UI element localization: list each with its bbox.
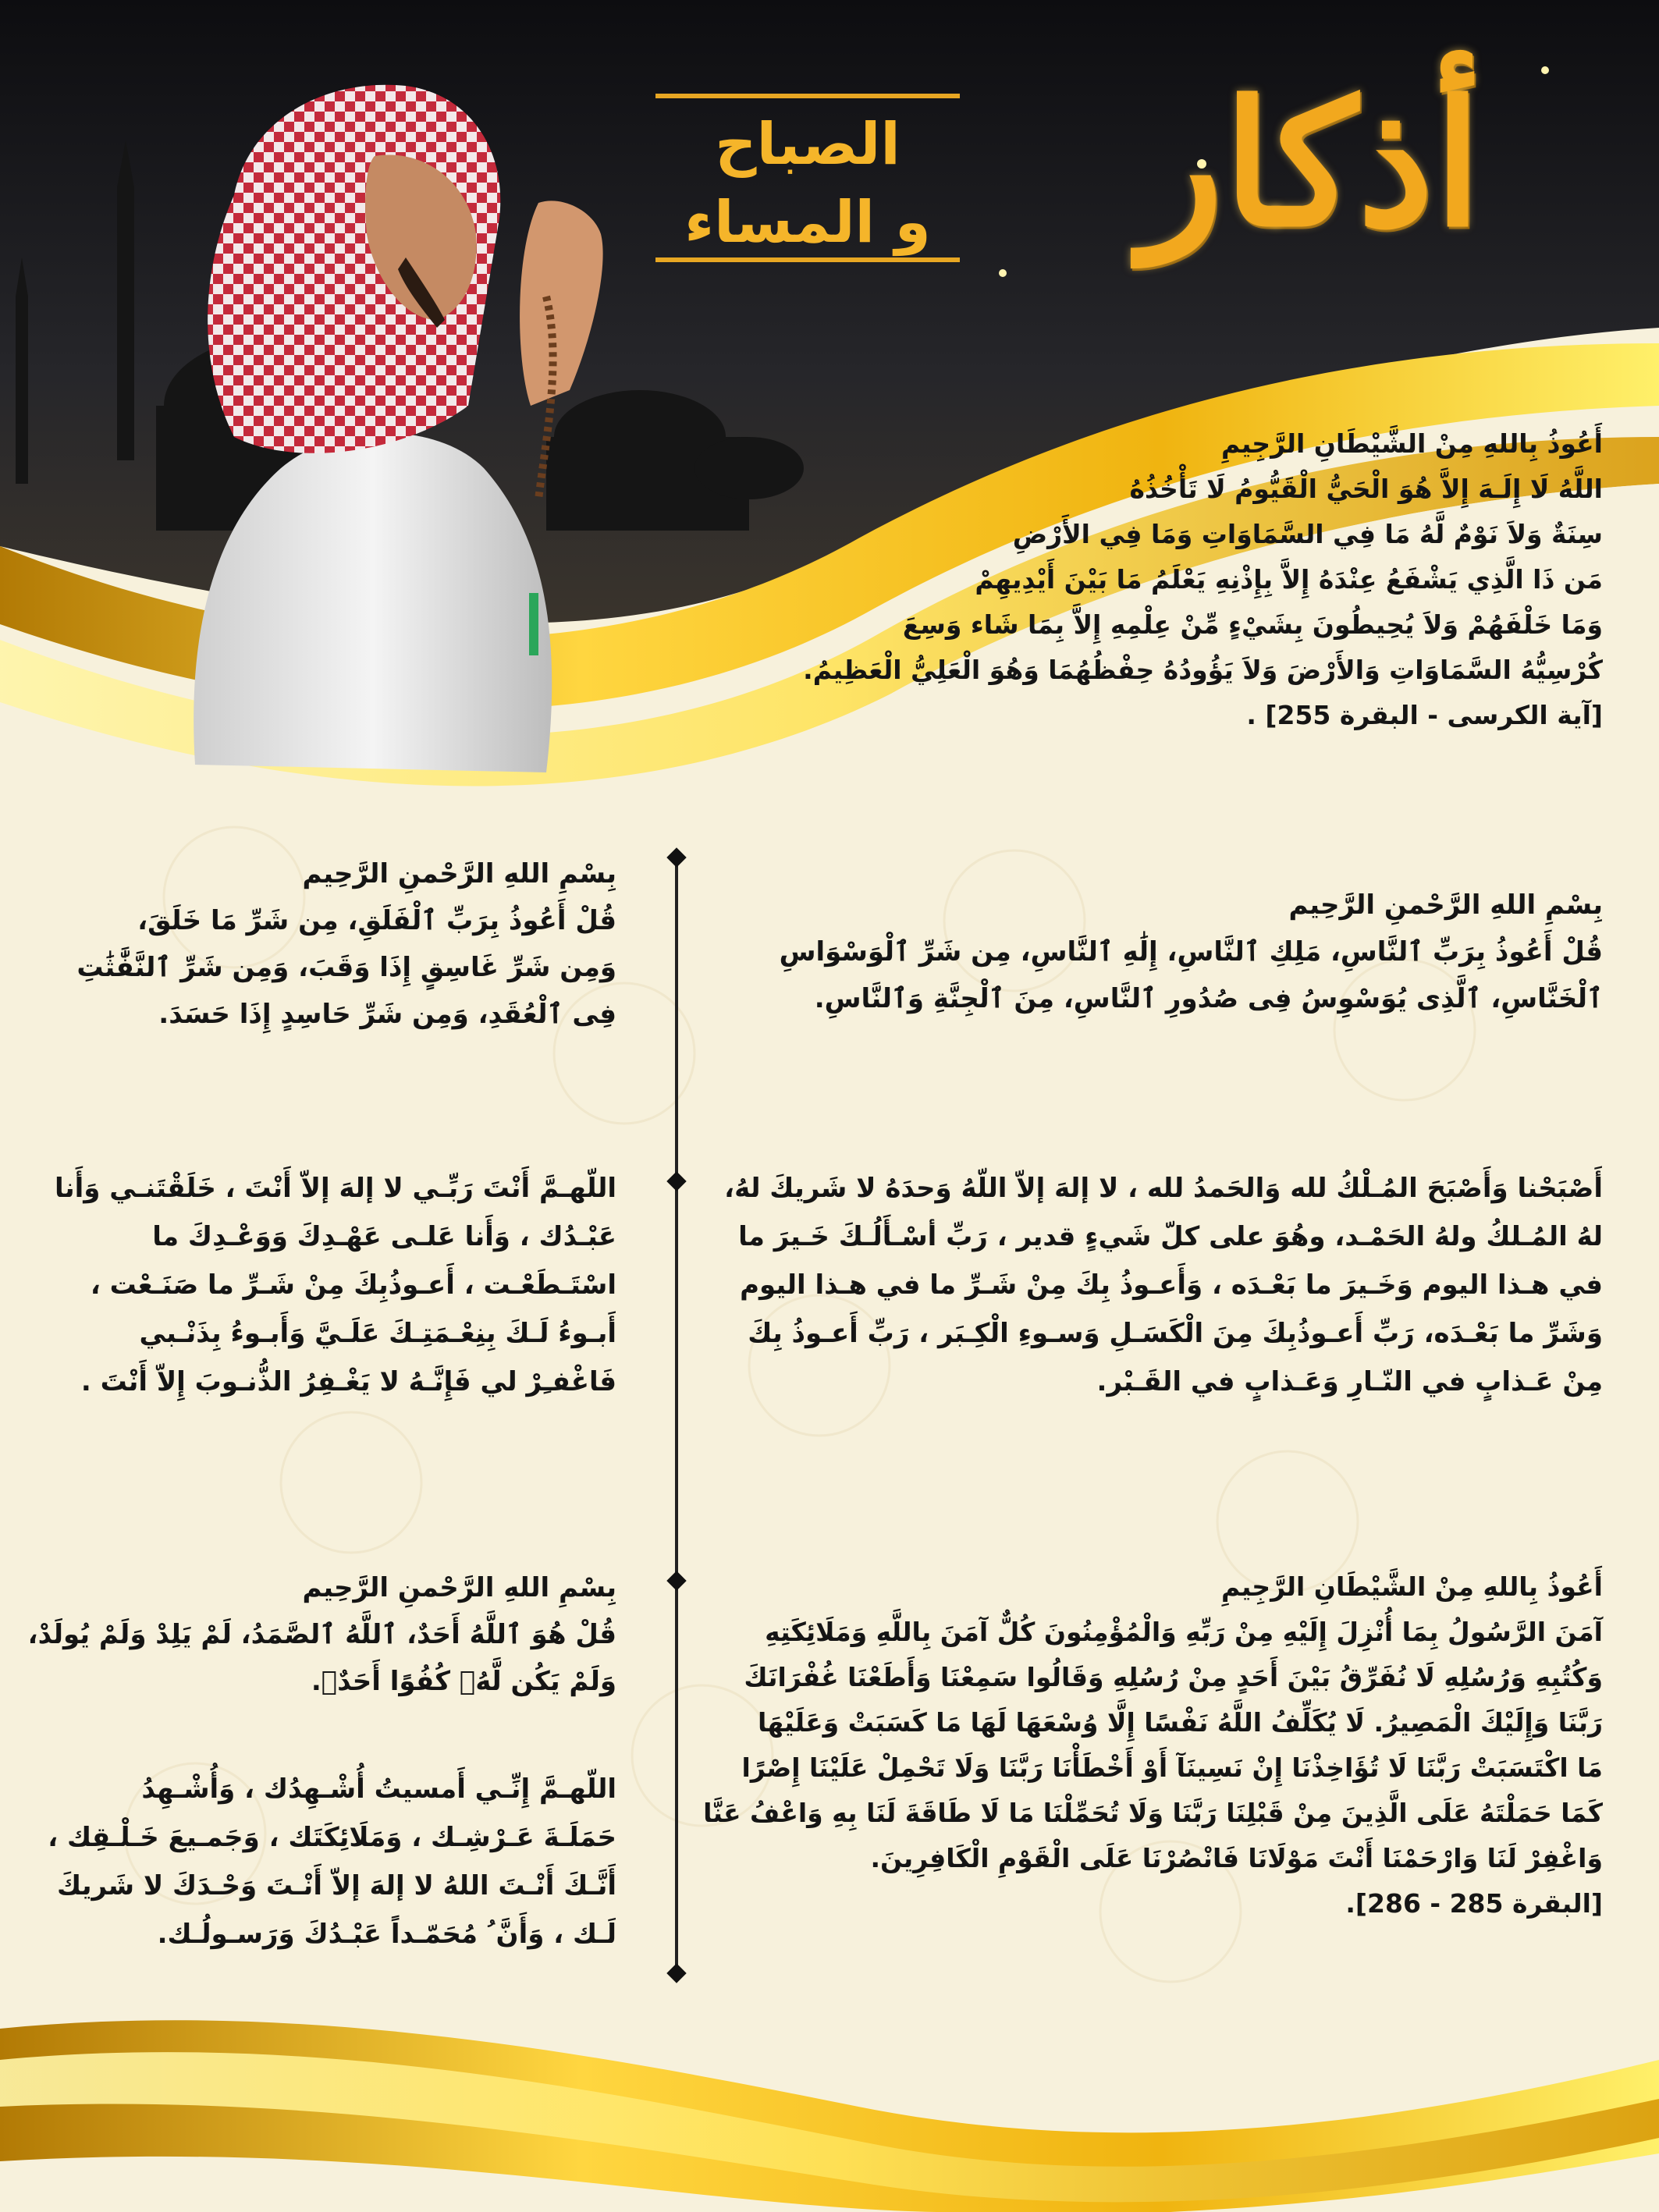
page-title: أذكار [1140, 62, 1482, 265]
text-line: وَمَا خَلْفَهُمْ وَلاَ يُحِيطُونَ بِشَيْءٍ مِّنْ عِلْمِهِ إِلاَّ بِمَا شَاء وَسِعَ [902, 609, 1603, 640]
text-line: وَاغْفِرْ لَنَا وَارْحَمْنَا أَنْتَ مَوْلَانَا فَانْصُرْنَا عَلَى الْقَوْمِ الْكَافِرِينَ. [870, 1843, 1603, 1873]
surah-ikhlas-block [27, 1564, 616, 1705]
dua-amsaytu-block [48, 1765, 616, 1958]
text-line: ٱلْخَنَّاسِ، ٱلَّذِى يُوَسْوِسُ فِى صُدُورِ ٱلنَّاسِ، مِنَ ٱلْجِنَّةِ وَٱلنَّاسِ. [814, 983, 1603, 1014]
text-line: كُرْسِيُّهُ السَّمَاوَاتِ وَالأَرْضَ وَلاَ يَؤُودُهُ حِفْظُهُمَا وَهُوَ الْعَلِيُّ الْعَظِيمُ. [803, 655, 1603, 685]
text-line: فَاغْفـِرْ لي فَإِنَّـهُ لا يَغْـفِرُ الذُّنـوبَ إِلاّ أَنْتَ . [80, 1366, 616, 1397]
text-line: اللَّهُ لَا إِلَـهَ إِلاَّ هُوَ الْحَيُّ الْقَيُّومُ لَا تَأْخُذُهُ [1129, 474, 1603, 504]
text-line: وَكُتُبِهِ وَرُسُلِهِ لَا نُفَرِّقُ بَيْنَ أَحَدٍ مِنْ رُسُلِهِ وَقَالُوا سَمِعْنَا وَأَطَعْنَا غُفْرَانَكَ [744, 1662, 1603, 1692]
subtitle-line-evening: و المساء [684, 189, 931, 256]
baqarah-end-block [703, 1564, 1603, 1926]
text-line: مِنْ عَـذابٍ في النّـارِ وَعَـذابٍ في القَـبْر. [1096, 1366, 1603, 1397]
text-line: مَن ذَا الَّذِي يَشْفَعُ عِنْدَهُ إِلاَّ بِإِذْنِهِ يَعْلَمُ مَا بَيْنَ أَيْدِيهِمْ [975, 564, 1603, 595]
text-line: أَبـوءُ لَـكَ بِنِعْـمَتِـكَ عَلَـيَّ وَأَبـوءُ بِذَنْـبي [139, 1318, 616, 1349]
text-line: اسْتَـطَعْـت ، أَعـوذُبِكَ مِنْ شَـرِّ ما صَنَـعْت ، [90, 1269, 616, 1301]
text-line: بِسْمِ اللهِ الرَّحْمنِ الرَّحِيم [302, 1572, 616, 1603]
text-line: فِى ٱلْعُقَدِ، وَمِن شَرِّ حَاسِدٍ إِذَا حَسَدَ. [158, 999, 616, 1030]
text-line: رَبَّنَا وَإِلَيْكَ الْمَصِيرُ. لَا يُكَلِّفُ اللَّهُ نَفْسًا إِلَّا وُسْعَهَا لَهَا مَا كَسَبَتْ وَعَلَيْهَا [757, 1707, 1603, 1738]
text-line: حَمَلَـةَ عَـرْشِـك ، وَمَلَائِكَتَك ، وَجَمـيعَ خَـلْـقِك ، [48, 1822, 616, 1853]
ayat-kursi-block [783, 421, 1603, 738]
text-line: أَعُوذُ بِاللهِ مِنْ الشَّيْطَانِ الرَّجِيمِ [1220, 428, 1603, 459]
surah-nas-block [779, 882, 1603, 1022]
text-line: اللّهـمَّ أَنْتَ رَبِّـي لا إلهَ إلاّ أَنْتَ ، خَلَقْتَنـي وَأَنا [55, 1173, 616, 1204]
reference: [آية الكرسى - البقرة 255] . [1246, 700, 1603, 730]
text-line: كَمَا حَمَلْتَهُ عَلَى الَّذِينَ مِنْ قَبْلِنَا رَبَّنَا وَلَا تُحَمِّلْنَا مَا لَا طَاقَةَ لَنَا بِهِ وَاعْفُ عَنَّا [703, 1798, 1603, 1828]
text-line: وَمِن شَرِّ غَاسِقٍ إِذَا وَقَبَ، وَمِن شَرِّ ٱلنَّفَّٰثَٰتِ [76, 952, 616, 983]
column-divider [675, 857, 678, 1971]
text-line: بِسْمِ اللهِ الرَّحْمنِ الرَّحِيم [1288, 889, 1603, 921]
text-line: وَلَمْ يَكُن لَّهُۥ كُفُوًا أَحَدٌۢ. [311, 1666, 616, 1697]
text-line: قُلْ هُوَ ٱللَّهُ أَحَدٌ، ٱللَّهُ ٱلصَّمَدُ، لَمْ يَلِدْ وَلَمْ يُولَدْ، [27, 1619, 616, 1650]
subtitle-rule-bottom [655, 257, 960, 262]
text-line: آمَنَ الرَّسُولُ بِمَا أُنْزِلَ إِلَيْهِ مِنْ رَبِّهِ وَالْمُؤْمِنُونَ كُلٌّ آمَنَ بِاللَّهِ وَمَلَائِكَتِهِ [765, 1617, 1603, 1647]
text-line: قُلْ أَعُوذُ بِرَبِّ ٱلنَّاسِ، مَلِكِ ٱلنَّاسِ، إِلَٰهِ ٱلنَّاسِ، مِن شَرِّ ٱلْوَسْوَاسِ [779, 936, 1603, 968]
text-line: لهُ المُـلكُ ولهُ الحَمْـد، وهُوَ على كلّ شَيءٍ قدير ، رَبِّ أسْـأَلُـكَ خَـيرَ ما [738, 1221, 1603, 1252]
text-line: في هـذا اليوم وَخَـيرَ ما بَعْـدَه ، وَأَعـوذُ بِكَ مِنْ شَـرِّ ما في هـذا اليوم [740, 1269, 1603, 1301]
reference: [البقرة 285 - 286]. [1345, 1888, 1603, 1919]
subtitle-rule-top [655, 94, 960, 98]
text-line: بِسْمِ اللهِ الرَّحْمنِ الرَّحِيم [302, 858, 616, 889]
text-line: أَنَّـكَ أَنْـتَ اللهُ لا إلهَ إلاّ أَنْـتَ وَحْـدَكَ لا شَريكَ [57, 1870, 616, 1901]
text-line: لَـك ، وَأَنَّ ُ مُحَمّـداً عَبْـدُكَ وَرَسـولُـك. [157, 1919, 616, 1950]
subtitle-line-morning: الصباح [715, 111, 901, 178]
text-line: أَصْبَحْنا وَأَصْبَحَ المُـلْكُ لله وَالحَمدُ لله ، لا إلهَ إلاّ اللّهُ وَحدَهُ لا شَريكَ لهُ، [724, 1173, 1603, 1204]
text-line: عَبْـدُك ، وَأَنا عَلـى عَهْـدِكَ وَوَعْـدِكَ ما [152, 1221, 616, 1252]
text-line: سِنَةٌ وَلاَ نَوْمٌ لَّهُ مَا فِي السَّمَاوَاتِ وَمَا فِي الأَرْضِ [1012, 519, 1603, 549]
text-line: اللّهـمَّ إِنِّـي أَمسيتُ أُشْـهِدُك ، وَأُشْـهِدُ [141, 1774, 616, 1805]
surah-falaq-block [55, 850, 616, 1038]
text-line: وَشَرِّ ما بَعْـدَه، رَبِّ أَعـوذُبِكَ مِنَ الْكَسَـلِ وَسـوءِ الْكِـبَر ، رَبِّ أَعـوذُ بِكَ [748, 1318, 1603, 1349]
dua-asbahna-block [724, 1164, 1603, 1406]
dua-sayyid-istighfar-block [55, 1164, 616, 1406]
text-line: مَا اكْتَسَبَتْ رَبَّنَا لَا تُؤَاخِذْنَا إِنْ نَسِينَآ أَوْ أَخْطَأْنَا رَبَّنَا وَلَا تَحْمِلْ عَلَيْنَا إِصْرًا [741, 1752, 1603, 1783]
text-line: أَعُوذُ بِاللهِ مِنْ الشَّيْطَانِ الرَّجِيمِ [1220, 1571, 1603, 1602]
text-line: قُلْ أَعُوذُ بِرَبِّ ٱلْفَلَقِ، مِن شَرِّ مَا خَلَقَ، [137, 905, 616, 936]
